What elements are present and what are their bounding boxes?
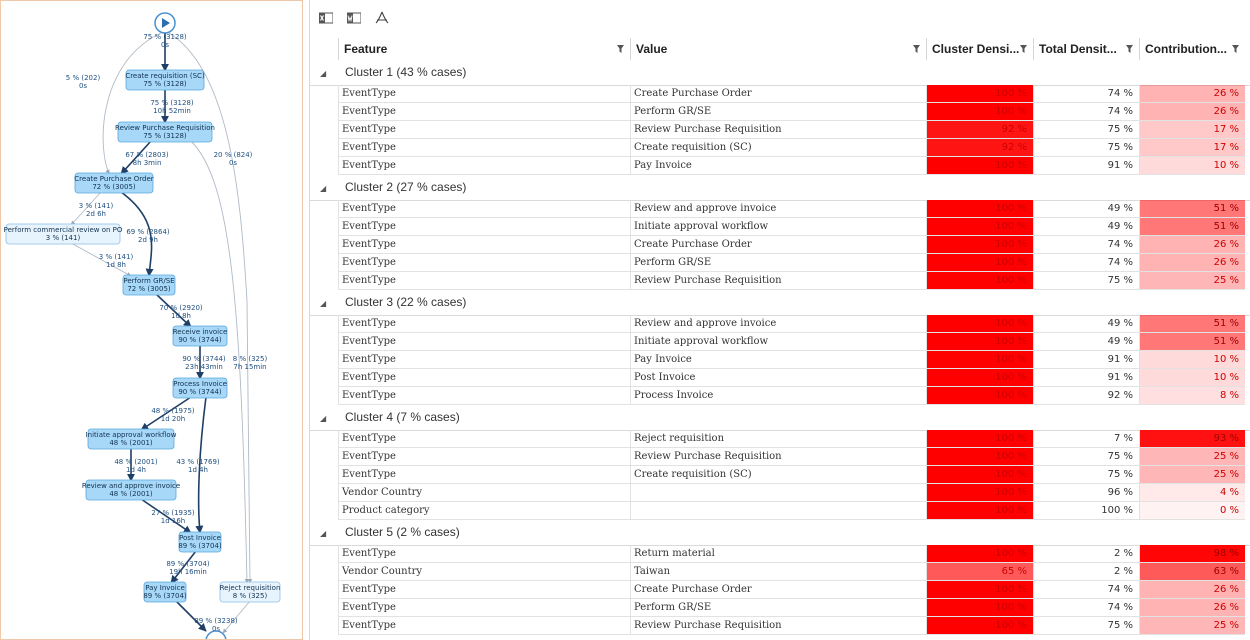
value-cell: Pay Invoice xyxy=(630,157,926,175)
map-label: Review and approve invoice xyxy=(81,482,181,490)
feature-cell: EventType xyxy=(338,272,630,290)
contribution-cell: 93 % xyxy=(1139,430,1245,448)
map-label: 8 % (325) xyxy=(232,355,268,363)
total-density-cell: 100 % xyxy=(1033,502,1139,520)
value-cell: Perform GR/SE xyxy=(630,254,926,272)
map-label: 48 % (2001) xyxy=(114,458,158,466)
total-density-cell: 75 % xyxy=(1033,617,1139,635)
map-label: Pay Invoice xyxy=(145,584,185,592)
map-label: 8 % (325) xyxy=(232,592,268,600)
table-row[interactable] xyxy=(338,545,1250,563)
start-node[interactable] xyxy=(155,13,175,33)
total-density-cell: 75 % xyxy=(1033,121,1139,139)
cluster-density-cell: 100 % xyxy=(926,617,1033,635)
feature-cell: EventType xyxy=(338,218,630,236)
cluster-group-header[interactable] xyxy=(310,60,1250,86)
process-map[interactable] xyxy=(1,1,303,640)
table-header xyxy=(310,38,1250,61)
map-label: 0s xyxy=(211,625,221,633)
process-node[interactable] xyxy=(173,326,228,346)
table-row[interactable] xyxy=(338,563,1250,581)
map-label: 75 % (3128) xyxy=(143,33,187,41)
cluster-title: Cluster 2 (27 % cases) xyxy=(345,180,467,194)
map-label: 1d 8h xyxy=(105,261,127,269)
table-row[interactable] xyxy=(338,85,1250,103)
value-cell: Review Purchase Requisition xyxy=(630,448,926,466)
contribution-cell: 25 % xyxy=(1139,617,1245,635)
toolbar xyxy=(310,0,1250,39)
feature-cell: Vendor Country xyxy=(338,484,630,502)
cluster-analysis-panel xyxy=(309,0,1250,640)
contribution-cell: 26 % xyxy=(1139,103,1245,121)
feature-cell: EventType xyxy=(338,315,630,333)
total-density-cell: 49 % xyxy=(1033,333,1139,351)
column-cluster-density[interactable]: Cluster Densi... xyxy=(926,38,1033,60)
cluster-density-cell: 100 % xyxy=(926,502,1033,520)
feature-cell: EventType xyxy=(338,200,630,218)
cluster-title: Cluster 1 (43 % cases) xyxy=(345,65,467,79)
cluster-density-cell: 100 % xyxy=(926,200,1033,218)
total-density-cell: 96 % xyxy=(1033,484,1139,502)
table-row[interactable] xyxy=(338,333,1250,351)
value-cell: Taiwan xyxy=(630,563,926,581)
feature-cell: EventType xyxy=(338,85,630,103)
process-node[interactable] xyxy=(220,582,281,602)
map-label: 1d 20h xyxy=(160,415,186,423)
excel-export-icon[interactable] xyxy=(317,9,335,27)
feature-cell: Vendor Country xyxy=(338,563,630,581)
contribution-cell: 10 % xyxy=(1139,369,1245,387)
collapse-icon[interactable]: ◢ xyxy=(320,69,327,78)
map-label: 3 % (141) xyxy=(78,202,114,210)
map-label: Review Purchase Requisition xyxy=(115,124,215,132)
value-cell: Reject requisition xyxy=(630,430,926,448)
feature-cell: EventType xyxy=(338,430,630,448)
table-row[interactable] xyxy=(338,369,1250,387)
contribution-cell: 26 % xyxy=(1139,85,1245,103)
contribution-cell: 51 % xyxy=(1139,218,1245,236)
map-label: 3 % (141) xyxy=(98,253,134,261)
value-cell: Process Invoice xyxy=(630,387,926,405)
contribution-cell: 63 % xyxy=(1139,563,1245,581)
total-density-cell: 91 % xyxy=(1033,157,1139,175)
total-density-cell: 7 % xyxy=(1033,430,1139,448)
value-cell: Post Invoice xyxy=(630,369,926,387)
filter-icon[interactable] xyxy=(617,45,624,53)
contribution-cell: 26 % xyxy=(1139,581,1245,599)
filter-icon[interactable] xyxy=(913,45,920,53)
map-label: 23h 43min xyxy=(185,363,223,371)
cluster-title: Cluster 4 (7 % cases) xyxy=(345,410,460,424)
cluster-density-cell: 100 % xyxy=(926,369,1033,387)
map-label: Process Invoice xyxy=(173,380,227,388)
collapse-icon[interactable]: ◢ xyxy=(320,184,327,193)
total-density-cell: 74 % xyxy=(1033,599,1139,617)
feature-cell: EventType xyxy=(338,254,630,272)
map-label: 2d 9h xyxy=(137,236,159,244)
cluster-density-cell: 100 % xyxy=(926,387,1033,405)
feature-cell: EventType xyxy=(338,617,630,635)
map-label: 90 % (3744) xyxy=(182,355,226,363)
map-label: 90 % (3744) xyxy=(178,388,222,396)
contribution-cell: 10 % xyxy=(1139,157,1245,175)
feature-cell: EventType xyxy=(338,581,630,599)
value-cell: Pay Invoice xyxy=(630,351,926,369)
feature-cell: EventType xyxy=(338,387,630,405)
process-node[interactable] xyxy=(123,275,175,295)
process-node[interactable] xyxy=(173,378,227,398)
table-row[interactable] xyxy=(338,103,1250,121)
value-cell: Review Purchase Requisition xyxy=(630,272,926,290)
contribution-cell: 10 % xyxy=(1139,351,1245,369)
process-node[interactable] xyxy=(86,429,177,449)
feature-cell: EventType xyxy=(338,369,630,387)
map-label: 2d 6h xyxy=(85,210,107,218)
cluster-group-header[interactable] xyxy=(310,175,1250,201)
feature-cell: EventType xyxy=(338,333,630,351)
process-node[interactable] xyxy=(4,224,123,244)
collapse-icon[interactable]: ◢ xyxy=(320,529,327,538)
cluster-density-cell: 100 % xyxy=(926,351,1033,369)
table-row[interactable] xyxy=(338,430,1250,448)
value-cell: Create Purchase Order xyxy=(630,85,926,103)
map-label: 75 % (3128) xyxy=(143,132,187,140)
feature-cell: EventType xyxy=(338,351,630,369)
cluster-density-cell: 100 % xyxy=(926,272,1033,290)
total-density-cell: 75 % xyxy=(1033,466,1139,484)
cluster-density-cell: 100 % xyxy=(926,545,1033,563)
contribution-cell: 8 % xyxy=(1139,387,1245,405)
feature-cell: EventType xyxy=(338,103,630,121)
map-label: 0s xyxy=(160,41,170,49)
map-label: Initiate approval workflow xyxy=(85,431,177,439)
table-row[interactable] xyxy=(338,218,1250,236)
total-density-cell: 75 % xyxy=(1033,139,1139,157)
value-cell: Review and approve invoice xyxy=(630,315,926,333)
map-label: Perform commercial review on PO xyxy=(3,226,123,234)
process-node[interactable] xyxy=(74,173,154,193)
filter-icon[interactable] xyxy=(1020,45,1027,53)
table-row[interactable] xyxy=(338,617,1250,635)
process-node[interactable] xyxy=(143,582,187,602)
map-label: 70 % (2920) xyxy=(159,304,203,312)
feature-cell: Product category xyxy=(338,502,630,520)
filter-icon[interactable] xyxy=(1232,45,1239,53)
map-label: 1d 4h xyxy=(187,466,209,474)
cluster-density-cell: 100 % xyxy=(926,484,1033,502)
cluster-density-cell: 100 % xyxy=(926,85,1033,103)
cluster-density-cell: 100 % xyxy=(926,581,1033,599)
map-label: 67 % (2803) xyxy=(125,151,169,159)
contribution-cell: 25 % xyxy=(1139,466,1245,484)
total-density-cell: 2 % xyxy=(1033,563,1139,581)
value-cell xyxy=(630,502,926,520)
value-cell: Create requisition (SC) xyxy=(630,466,926,484)
map-label: 89 % (3238) xyxy=(194,617,238,625)
cluster-group-header[interactable] xyxy=(310,290,1250,316)
total-density-cell: 91 % xyxy=(1033,369,1139,387)
process-node[interactable] xyxy=(125,70,205,90)
map-label: 89 % (3704) xyxy=(166,560,210,568)
total-density-cell: 91 % xyxy=(1033,351,1139,369)
table-row[interactable] xyxy=(338,581,1250,599)
total-density-cell: 74 % xyxy=(1033,236,1139,254)
process-node[interactable] xyxy=(82,480,180,500)
process-node[interactable] xyxy=(115,122,215,142)
process-node[interactable] xyxy=(178,532,222,552)
value-cell: Create requisition (SC) xyxy=(630,139,926,157)
map-label: 48 % (2001) xyxy=(109,439,153,447)
map-label: 8h 3min xyxy=(132,159,162,167)
cluster-group-header[interactable] xyxy=(310,520,1250,546)
table-row[interactable] xyxy=(338,200,1250,218)
table-row[interactable] xyxy=(338,502,1250,520)
cluster-title: Cluster 5 (2 % cases) xyxy=(345,525,460,539)
contribution-cell: 51 % xyxy=(1139,200,1245,218)
total-density-cell: 49 % xyxy=(1033,200,1139,218)
feature-cell: EventType xyxy=(338,599,630,617)
map-label: Post Invoice xyxy=(179,534,221,542)
table-row[interactable] xyxy=(338,157,1250,175)
value-cell: Review Purchase Requisition xyxy=(630,121,926,139)
total-density-cell: 75 % xyxy=(1033,448,1139,466)
table-row[interactable] xyxy=(338,448,1250,466)
cluster-density-cell: 100 % xyxy=(926,254,1033,272)
feature-cell: EventType xyxy=(338,157,630,175)
table-row[interactable] xyxy=(338,315,1250,333)
map-label: 3 % (141) xyxy=(45,234,81,242)
total-density-cell: 49 % xyxy=(1033,315,1139,333)
contribution-cell: 26 % xyxy=(1139,254,1245,272)
total-density-cell: 74 % xyxy=(1033,254,1139,272)
contribution-cell: 51 % xyxy=(1139,315,1245,333)
column-total-density[interactable]: Total Densit... xyxy=(1033,38,1139,60)
map-label: 7h 15min xyxy=(233,363,267,371)
value-cell: Review Purchase Requisition xyxy=(630,617,926,635)
map-label: 48 % (1975) xyxy=(151,407,195,415)
map-label: 69 % (2864) xyxy=(126,228,170,236)
map-label: Create requisition (SC) xyxy=(125,72,205,80)
map-label: Receive invoice xyxy=(172,328,228,336)
word-export-icon[interactable] xyxy=(345,9,363,27)
process-map-panel[interactable] xyxy=(0,0,303,640)
contribution-cell: 51 % xyxy=(1139,333,1245,351)
value-cell: Return material xyxy=(630,545,926,563)
map-label: Perform GR/SE xyxy=(123,277,175,285)
column-feature[interactable]: Feature xyxy=(338,38,630,60)
map-label: Create Purchase Order xyxy=(74,175,154,183)
map-label: 20 % (824) xyxy=(213,151,253,159)
column-contribution[interactable]: Contribution... xyxy=(1139,38,1245,60)
contribution-cell: 4 % xyxy=(1139,484,1245,502)
contribution-cell: 98 % xyxy=(1139,545,1245,563)
total-density-cell: 2 % xyxy=(1033,545,1139,563)
total-density-cell: 75 % xyxy=(1033,272,1139,290)
map-label: Reject requisition xyxy=(219,584,281,592)
cluster-density-cell: 100 % xyxy=(926,599,1033,617)
map-label: 72 % (3005) xyxy=(127,285,171,293)
cluster-density-cell: 92 % xyxy=(926,121,1033,139)
cluster-density-cell: 100 % xyxy=(926,315,1033,333)
contribution-cell: 17 % xyxy=(1139,121,1245,139)
total-density-cell: 74 % xyxy=(1033,581,1139,599)
feature-cell: EventType xyxy=(338,466,630,484)
cluster-density-cell: 100 % xyxy=(926,333,1033,351)
feature-cell: EventType xyxy=(338,139,630,157)
table-row[interactable] xyxy=(338,236,1250,254)
map-label: 0s xyxy=(78,82,88,90)
total-density-cell: 74 % xyxy=(1033,103,1139,121)
cluster-title: Cluster 3 (22 % cases) xyxy=(345,295,467,309)
total-density-cell: 74 % xyxy=(1033,85,1139,103)
table-row[interactable] xyxy=(338,484,1250,502)
table-row[interactable] xyxy=(338,387,1250,405)
map-label: 89 % (3704) xyxy=(178,542,222,550)
collapse-icon[interactable]: ◢ xyxy=(320,299,327,308)
feature-cell: EventType xyxy=(338,545,630,563)
map-label: 1d 16h xyxy=(160,517,186,525)
contribution-cell: 26 % xyxy=(1139,599,1245,617)
contribution-cell: 0 % xyxy=(1139,502,1245,520)
cluster-density-cell: 100 % xyxy=(926,430,1033,448)
cluster-density-cell: 100 % xyxy=(926,448,1033,466)
contribution-cell: 25 % xyxy=(1139,448,1245,466)
table-row[interactable] xyxy=(338,272,1250,290)
table-row[interactable] xyxy=(338,466,1250,484)
contribution-cell: 17 % xyxy=(1139,139,1245,157)
map-label: 5 % (202) xyxy=(65,74,101,82)
cluster-density-cell: 92 % xyxy=(926,139,1033,157)
feature-cell: EventType xyxy=(338,448,630,466)
value-cell: Initiate approval workflow xyxy=(630,333,926,351)
cluster-density-cell: 100 % xyxy=(926,157,1033,175)
map-label: 19h 16min xyxy=(169,568,207,576)
map-label: 72 % (3005) xyxy=(92,183,136,191)
map-label: 1d 4h xyxy=(125,466,147,474)
value-cell: Create Purchase Order xyxy=(630,581,926,599)
filter-icon[interactable] xyxy=(1126,45,1133,53)
map-label: 43 % (1769) xyxy=(176,458,220,466)
table-row[interactable] xyxy=(338,139,1250,157)
value-cell xyxy=(630,484,926,502)
process-edge[interactable] xyxy=(176,601,206,631)
cluster-density-cell: 100 % xyxy=(926,103,1033,121)
table-row[interactable] xyxy=(338,599,1250,617)
column-value[interactable]: Value xyxy=(630,38,926,60)
feature-cell: EventType xyxy=(338,236,630,254)
map-label: 10h 52min xyxy=(153,107,191,115)
map-label: 1d 8h xyxy=(170,312,192,320)
table-row[interactable] xyxy=(338,121,1250,139)
feature-cell: EventType xyxy=(338,121,630,139)
map-label: 90 % (3744) xyxy=(178,336,222,344)
map-label: 0s xyxy=(228,159,238,167)
cluster-density-cell: 100 % xyxy=(926,466,1033,484)
value-cell: Perform GR/SE xyxy=(630,599,926,617)
cluster-density-cell: 100 % xyxy=(926,236,1033,254)
value-cell: Review and approve invoice xyxy=(630,200,926,218)
contribution-cell: 25 % xyxy=(1139,272,1245,290)
map-label: 75 % (3128) xyxy=(150,99,194,107)
value-cell: Create Purchase Order xyxy=(630,236,926,254)
map-label: 75 % (3128) xyxy=(143,80,187,88)
map-label: 27 % (1935) xyxy=(151,509,195,517)
table-row[interactable] xyxy=(338,351,1250,369)
map-label: 89 % (3704) xyxy=(143,592,187,600)
map-label: 48 % (2001) xyxy=(109,490,153,498)
total-density-cell: 49 % xyxy=(1033,218,1139,236)
pdf-export-icon[interactable] xyxy=(373,9,391,27)
cluster-density-cell: 100 % xyxy=(926,218,1033,236)
total-density-cell: 92 % xyxy=(1033,387,1139,405)
collapse-icon[interactable]: ◢ xyxy=(320,414,327,423)
table-row[interactable] xyxy=(338,254,1250,272)
value-cell: Perform GR/SE xyxy=(630,103,926,121)
cluster-group-header[interactable] xyxy=(310,405,1250,431)
cluster-density-cell: 65 % xyxy=(926,563,1033,581)
value-cell: Initiate approval workflow xyxy=(630,218,926,236)
contribution-cell: 26 % xyxy=(1139,236,1245,254)
